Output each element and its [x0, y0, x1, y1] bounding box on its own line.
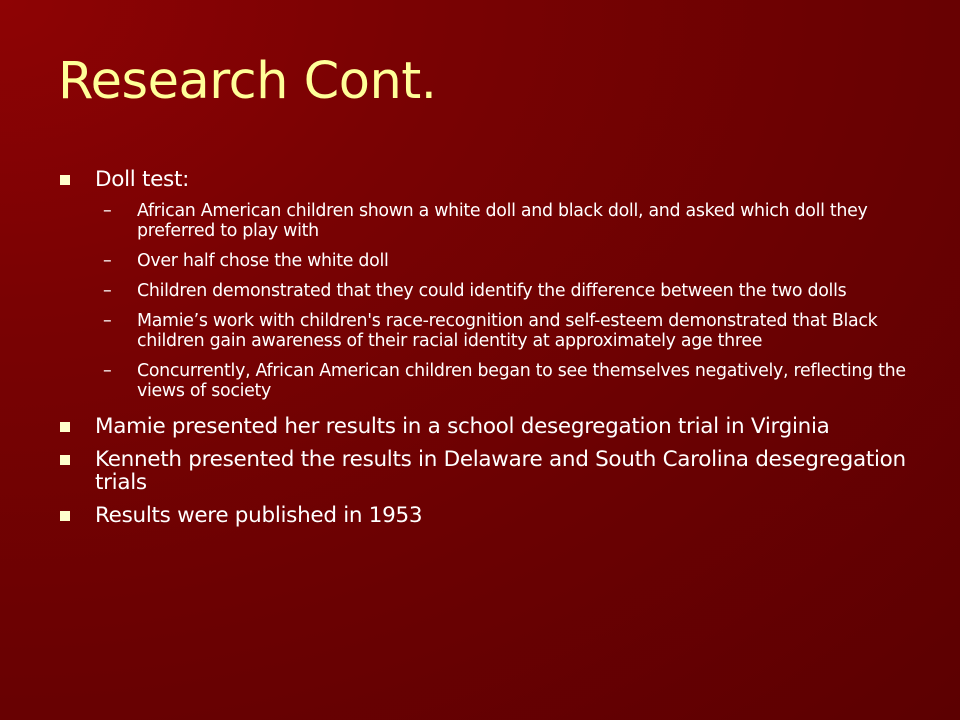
square-bullet-icon [60, 455, 70, 465]
sub-bullet-text: Over half chose the white doll [137, 251, 389, 271]
slide-title: Research Cont. [58, 52, 437, 111]
sub-bullet [60, 311, 920, 351]
doll-test-sublist [60, 201, 920, 401]
sub-bullet-text: Children demonstrated that they could identify the difference between the two dolls [137, 281, 847, 301]
bullet-published-1953 [60, 504, 920, 527]
dash-bullet-icon: – [103, 311, 112, 331]
sub-bullet [60, 361, 920, 401]
dash-bullet-icon: – [103, 281, 112, 301]
bullet-text: Mamie presented her results in a school desegregation trial in Virginia [95, 414, 830, 439]
bullet-mamie-virginia [60, 415, 920, 438]
sub-bullet [60, 251, 920, 271]
dash-bullet-icon: – [103, 251, 112, 271]
bullet-text: Results were published in 1953 [95, 503, 423, 528]
bullet-kenneth-trials [60, 448, 920, 494]
sub-bullet-text: Concurrently, African American children began to see themselves negatively, reflecting the views of society [137, 361, 906, 401]
square-bullet-icon [60, 422, 70, 432]
sub-bullet-text: African American children shown a white doll and black doll, and asked which doll they preferred to play with [137, 201, 868, 241]
square-bullet-icon [60, 511, 70, 521]
slide-body [60, 168, 920, 537]
bullet-doll-test [60, 168, 920, 191]
sub-bullet-text: Mamie’s work with children's race-recognition and self-esteem demonstrated that Black children gain awareness of their racial identity at approximately age three [137, 311, 878, 351]
dash-bullet-icon: – [103, 361, 112, 381]
square-bullet-icon [60, 175, 70, 185]
sub-bullet [60, 201, 920, 241]
dash-bullet-icon: – [103, 201, 112, 221]
bullet-text: Kenneth presented the results in Delaware and South Carolina desegregation trials [95, 447, 906, 495]
sub-bullet [60, 281, 920, 301]
bullet-text: Doll test: [95, 167, 190, 192]
